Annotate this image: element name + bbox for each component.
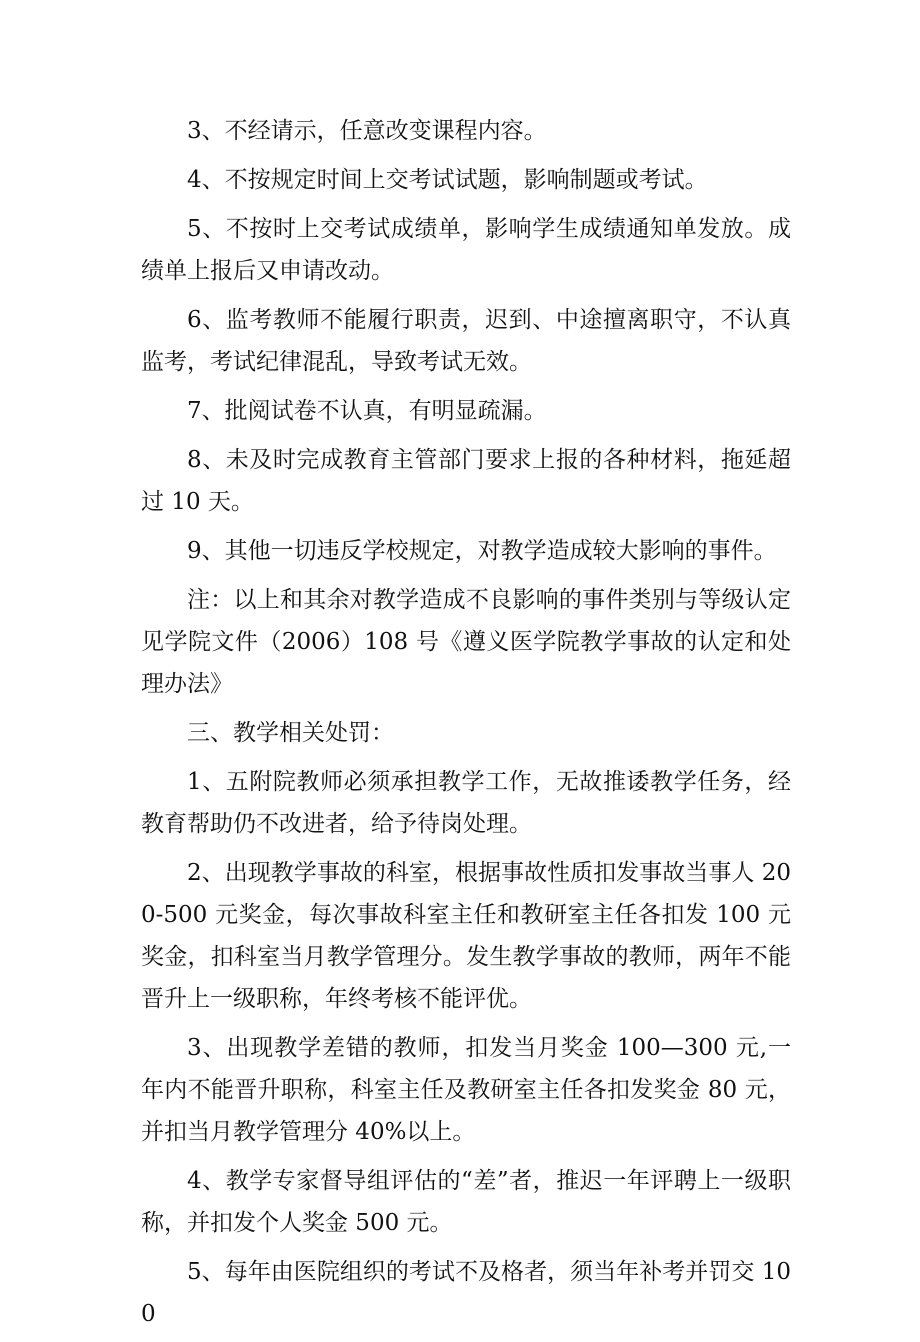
paragraph-item-4: 4、不按规定时间上交考试试题，影响制题或考试。 bbox=[187, 167, 708, 193]
note-paragraph: 注：以上和其余对教学造成不良影响的事件类别与等级认定见学院文件（2006）108 号《遵义医学院教学事故的认定和处理办法》 bbox=[141, 587, 791, 697]
document-body bbox=[141, 110, 791, 1342]
paragraph-item-9: 9、其他一切违反学校规定，对教学造成较大影响的事件。 bbox=[187, 538, 777, 564]
paragraph-item-8: 8、未及时完成教育主管部门要求上报的各种材料，拖延超过 10 天。 bbox=[141, 447, 791, 515]
penalty-item-2: 2、出现教学事故的科室，根据事故性质扣发事故当事人 200-500 元奖金，每次事故科室主任和教研室主任各扣发 100 元奖金，扣科室当月教学管理分。发生教学事故的教师，两年不能晋升上一级职称，年终考核不能评优。 bbox=[141, 860, 791, 1012]
paragraph-item-3: 3、不经请示，任意改变课程内容。 bbox=[187, 118, 547, 144]
section-heading-3: 三、教学相关处罚： bbox=[187, 720, 394, 746]
penalty-item-1: 1、五附院教师必须承担教学工作，无故推诿教学任务，经教育帮助仍不改进者，给予待岗处理。 bbox=[141, 769, 791, 837]
penalty-item-4: 4、教学专家督导组评估的“差”者，推迟一年评聘上一级职称，并扣发个人奖金 500 元。 bbox=[141, 1168, 791, 1236]
penalty-item-3: 3、出现教学差错的教师，扣发当月奖金 100—300 元,一年内不能晋升职称，科室主任及教研室主任各扣发奖金 80 元，并扣当月教学管理分 40%以上。 bbox=[141, 1035, 791, 1145]
paragraph-item-6: 6、监考教师不能履行职责，迟到、中途擅离职守，不认真监考，考试纪律混乱，导致考试无效。 bbox=[141, 307, 791, 375]
paragraph-item-5: 5、不按时上交考试成绩单，影响学生成绩通知单发放。成绩单上报后又申请改动。 bbox=[141, 216, 791, 284]
penalty-item-5: 5、每年由医院组织的考试不及格者，须当年补考并罚交 100 bbox=[141, 1259, 791, 1327]
paragraph-item-7: 7、批阅试卷不认真，有明显疏漏。 bbox=[187, 398, 547, 424]
